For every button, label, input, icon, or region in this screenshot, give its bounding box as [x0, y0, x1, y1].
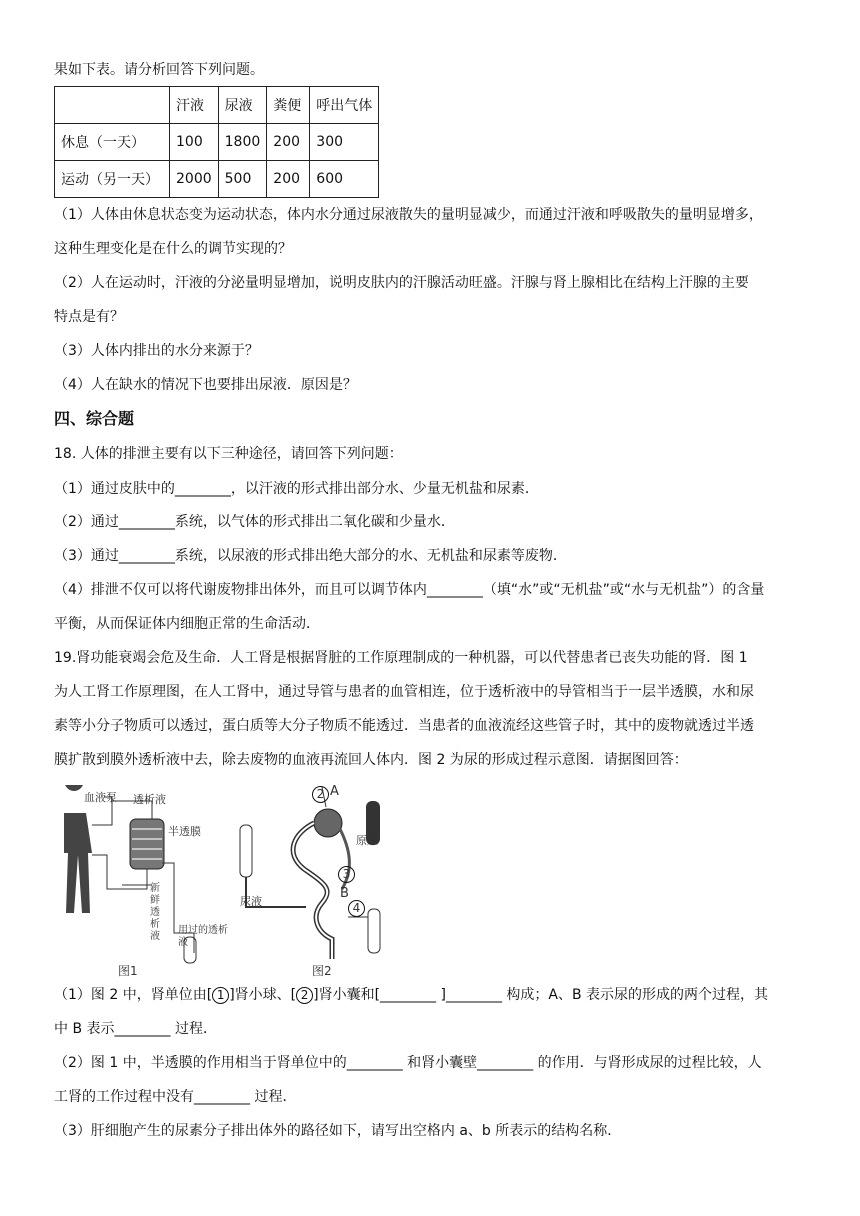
q19-stem-line2: 为人工肾工作原理图，在人工肾中，通过导管与患者的血管相连，位于透析液中的导管相当于一层半透膜，水和尿: [54, 684, 754, 700]
table-header-row: [55, 87, 379, 124]
fig2-label-raw-urine: 原尿: [356, 834, 378, 847]
fig2-number-3: 3: [338, 866, 355, 883]
q18-part3: （3）通过________系统，以尿液的形式排出绝大部分的水、无机盐和尿素等废物．: [54, 548, 567, 564]
table-cell: 500: [218, 161, 267, 198]
figure-2-nephron: [236, 785, 411, 975]
q19-part2-line1: （2）图 1 中，半透膜的作用相当于肾单位中的________ 和肾小囊壁________ 的作用．与肾形成尿的过程比较，人: [54, 1055, 762, 1071]
q18-part2: （2）通过________系统，以气体的形式排出二氧化碳和少量水．: [54, 514, 455, 530]
fig1-caption: 图1: [118, 964, 138, 978]
q17-part4: （4）人在缺水的情况下也要排出尿液．原因是？: [54, 377, 357, 393]
q19-part3: （3）肝细胞产生的尿素分子排出体外的路径如下，请写出空格内 a、b 所表示的结构名称．: [54, 1123, 622, 1139]
table-cell: 汗液: [170, 87, 219, 124]
table-cell: 尿液: [218, 87, 267, 124]
table-row: [55, 124, 379, 161]
table-cell: [55, 87, 170, 124]
q18-part4-line2: 平衡，从而保证体内细胞正常的生命活动．: [54, 616, 320, 632]
q19-part2-line2: 工肾的工作过程中没有________ 过程．: [54, 1089, 297, 1105]
table-cell: 粪便: [267, 87, 310, 124]
q17-part2-line2: 特点是有？: [54, 309, 124, 325]
q19-part1-line2: 中 B 表示________ 过程．: [54, 1021, 217, 1037]
fig1-label-used: 用过的透析液: [178, 925, 228, 948]
fig2-label-b: B: [340, 886, 349, 901]
q19-stem-line1: 19.肾功能衰竭会危及生命．人工肾是根据肾脏的工作原理制成的一种机器，可以代替患者已丧失功能的肾．图 1: [54, 650, 748, 666]
fig2-label-a: A: [330, 784, 339, 799]
fig1-label-fresh: 新鲜透析液: [150, 883, 160, 942]
table-cell: 休息（一天）: [55, 124, 170, 161]
table-cell: 呼出气体: [310, 87, 379, 124]
table-cell: 200: [267, 161, 310, 198]
fig1-label-dialysate: 透析液: [133, 793, 166, 806]
q18-part4-line1: （4）排泄不仅可以将代谢废物排出体外，而且可以调节体内________（填“水”或“无机盐”或“水与无机盐”）的含量: [54, 582, 765, 598]
fig1-label-membrane: 半透膜: [168, 825, 201, 838]
q18-stem: 18. 人体的排泄主要有以下三种途径，请回答下列问题：: [54, 446, 403, 462]
fig2-number-2: 2: [312, 786, 329, 803]
fig1-label-pump: 血液泵: [84, 791, 117, 804]
table-cell: 运动（另一天）: [55, 161, 170, 198]
q17-part1-line2: 这种生理变化是在什么的调节实现的？: [54, 241, 292, 257]
q19-stem-line3: 素等小分子物质可以透过，蛋白质等大分子物质不能透过．当患者的血液流经这些管子时，其中的废物就透过半透: [54, 718, 754, 734]
q19-part1-line1: （1）图 2 中，肾单位由[ 1 ]肾小球、[ 2 ]肾小囊和[________ ]________ 构成；A、B 表示尿的形成的两个过程，其: [54, 987, 769, 1003]
q17-part2-line1: （2）人在运动时，汗液的分泌量明显增加，说明皮肤内的汗腺活动旺盛。汗腺与肾上腺相比在结构上汗腺的主要: [54, 275, 749, 291]
fig2-label-urine: 尿液: [240, 895, 262, 908]
q17-part1-line1: （1）人体由休息状态变为运动状态，体内水分通过尿液散失的量明显减少，而通过汗液和呼吸散失的量明显增多，: [54, 207, 763, 223]
q18-part1: （1）通过皮肤中的________，以汗液的形式排出部分水、少量无机盐和尿素．: [54, 481, 539, 497]
fig2-number-4: 4: [348, 900, 365, 917]
fig2-caption: 图2: [312, 964, 332, 978]
table-cell: 200: [267, 124, 310, 161]
q19-stem-line4: 膜扩散到膜外透析液中去，除去废物的血液再流回人体内．图 2 为尿的形成过程示意图．请据图回答：: [54, 752, 688, 768]
table-row: [55, 161, 379, 198]
circled-number: 1: [212, 987, 229, 1004]
table-cell: 1800: [218, 124, 267, 161]
circled-number: 2: [296, 987, 313, 1004]
table-cell: 2000: [170, 161, 219, 198]
q17-part3: （3）人体内排出的水分来源于？: [54, 343, 259, 359]
water-loss-table: [54, 86, 379, 198]
section-heading: 四、综合题: [54, 409, 135, 428]
intro-line: 果如下表。请分析回答下列问题。: [54, 62, 264, 78]
table-cell: 600: [310, 161, 379, 198]
table-cell: 300: [310, 124, 379, 161]
table-cell: 100: [170, 124, 219, 161]
